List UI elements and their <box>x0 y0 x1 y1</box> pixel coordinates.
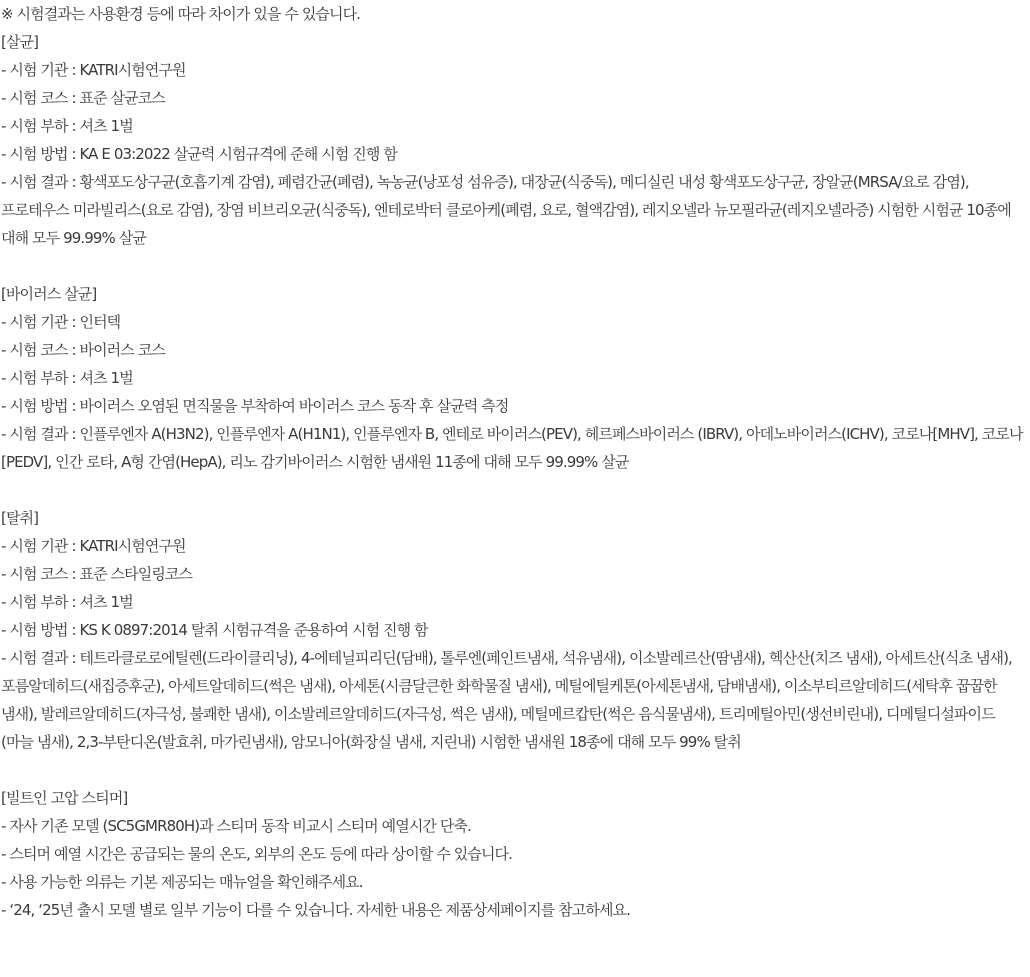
steamer-line-models: - ‘24, ‘25년 출시 모델 별로 일부 기능이 다를 수 있습니다. 자세한 내용은 제품상세페이지를 참고하세요. <box>1 901 631 919</box>
sterilization-institution: - 시험 기관 : KATRI시험연구원 <box>1 61 186 79</box>
virus-title: [바이러스 살균] <box>1 285 97 303</box>
steamer-title: [빌트인 고압 스티머] <box>1 789 128 807</box>
sterilization-course: - 시험 코스 : 표준 살균코스 <box>1 89 165 107</box>
deodorization-section <box>1 504 1026 756</box>
virus-method: - 시험 방법 : 바이러스 오염된 면직물을 부착하여 바이러스 코스 동작 후 살균력 측정 <box>1 397 509 415</box>
section-spacer <box>1 476 1026 504</box>
deodorization-result: - 시험 결과 : 테트라클로로에틸렌(드라이클리닝), 4-에테닐피리딘(담배), 톨루엔(페인트냄새, 석유냄새), 이소발레르산(땀냄새), 헥산산(치즈 냄새), 아세트산(식초 냄새), 포름알데히드(새집증후군), 아세트알데히드(썩은 냄새), 아세톤(시큼달큰한 화학물질 냄새), 메틸에틸케톤(아세톤냄새, 담배냄새), 이소부티르알데히드(세탁후 꿉꿉한 냄새), 발레르알데히드(자극성, 불쾌한 냄새), 이소발레르알데히드(자극성, 썩은 냄새), 메틸메르캅탄(썩은 음식물냄새), 트리메틸아민(생선비린내), 디메틸디설파이드(마늘 냄새), 2,3-부탄디온(발효취, 마가린냄새), 암모니아(화장실 냄새, 지린내) 시험한 냄새원 18종에 대해 모두 99% 탈취 <box>1 649 1012 751</box>
steamer-line-variance: - 스티머 예열 시간은 공급되는 물의 온도, 외부의 온도 등에 따라 상이할 수 있습니다. <box>1 845 513 863</box>
sterilization-section <box>1 28 1026 252</box>
deodorization-course: - 시험 코스 : 표준 스타일링코스 <box>1 565 193 583</box>
steamer-section <box>1 784 1026 924</box>
virus-result: - 시험 결과 : 인플루엔자 A(H3N2), 인플루엔자 A(H1N1), 인플루엔자 B, 엔테로 바이러스(PEV), 헤르페스바이러스 (IBRV), 아데노바이러스(ICHV), 코로나[MHV], 코로나[PEDV], 인간 로타, A형 간염(HepA), 리노 감기바이러스 시험한 냄새원 11종에 대해 모두 99.99% 살균 <box>1 425 1023 471</box>
sterilization-load: - 시험 부하 : 셔츠 1벌 <box>1 117 133 135</box>
virus-institution: - 시험 기관 : 인터텍 <box>1 313 121 331</box>
steamer-line-manual: - 사용 가능한 의류는 기본 제공되는 매뉴얼을 확인해주세요. <box>1 873 363 891</box>
deodorization-institution: - 시험 기관 : KATRI시험연구원 <box>1 537 186 555</box>
sterilization-result: - 시험 결과 : 황색포도상구균(호흡기계 감염), 폐렴간균(폐렴), 녹농균(낭포성 섬유증), 대장균(식중독), 메디실린 내성 황색포도상구균, 장알균(MRSA/요로 감염), 프로테우스 미라빌리스(요로 감염), 장염 비브리오균(식중독), 엔테로박터 클로아케(폐렴, 요로, 혈액감염), 레지오넬라 뉴모필라균(레지오넬라증) 시험한 시험균 10종에 대해 모두 99.99% 살균 <box>1 173 1011 247</box>
virus-course: - 시험 코스 : 바이러스 코스 <box>1 341 165 359</box>
deodorization-load: - 시험 부하 : 셔츠 1벌 <box>1 593 133 611</box>
deodorization-method: - 시험 방법 : KS K 0897:2014 탈취 시험규격을 준용하여 시험 진행 함 <box>1 621 428 639</box>
sterilization-title: [살균] <box>1 33 39 51</box>
test-result-notice: ※ 시험결과는 사용환경 등에 따라 차이가 있을 수 있습니다. <box>1 5 361 23</box>
sterilization-method: - 시험 방법 : KA E 03:2022 살균력 시험규격에 준해 시험 진행 함 <box>1 145 397 163</box>
deodorization-title: [탈취] <box>1 509 39 527</box>
section-spacer <box>1 252 1026 280</box>
virus-section <box>1 280 1026 476</box>
virus-load: - 시험 부하 : 셔츠 1벌 <box>1 369 133 387</box>
steamer-line-preheat: - 자사 기존 모델 (SC5GMR80H)과 스티머 동작 비교시 스티머 예열시간 단축. <box>1 817 471 835</box>
section-spacer <box>1 756 1026 784</box>
